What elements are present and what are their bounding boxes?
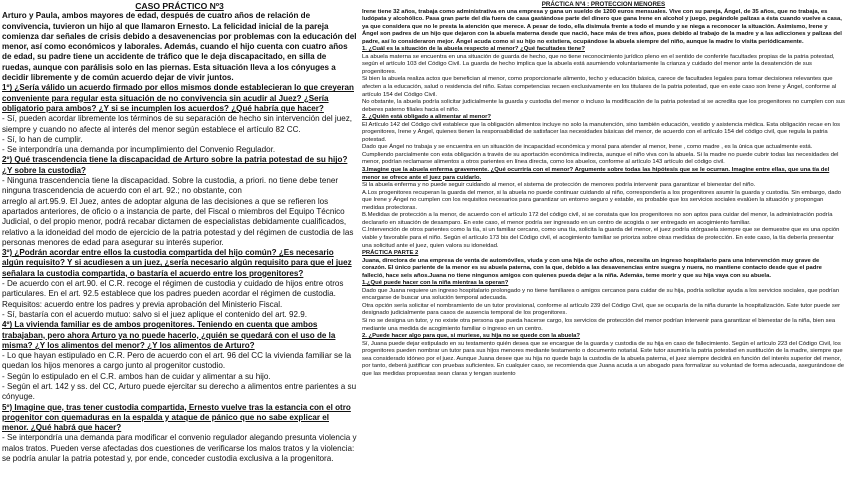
case-3-answer-3a: - De acuerdo con el art.90. el C.R. recoge el régimen de custodia y cuidado de hijos entre otros particulares. En el art. 92.5 establece que los padres pueden acordar el régimen de custodia. Requisitos: acuerdo entre los padres y previa aprobación del Ministerio Fiscal.	[2, 279, 344, 309]
practice-4-part-1-paragraph: Si la abuela enferma y no puede seguir cuidando al menor, el sistema de protección de menores podría intervenir para garantizar el bienestar del niño.	[362, 182, 756, 189]
practice-4-part-1	[362, 46, 845, 250]
practice-4-part-1-paragraph: Dado que Ángel no trabaja y se encuentra en un situación de incapacidad económica y moral para atender al menor, Irene , como madre , es la única que actualmente está. Cumpliendo parcialmente con esta obligación a través de su aportación económica indirecta, aunque el niño viva con la abuela. Si la madre no puede cubrir todas las necesidades del menor, podrían reclamarse alimentos a otros parientes en línea directa, como los abuelos, conforme al artículo 143 artículo del código civil.	[362, 144, 839, 166]
practice-4-part-1-paragraph: Si bien la abuela realiza actos que benefician al menor, como proporcionarle alimento, techo y educación básica, carece de facultades legales para tomar decisiones relevantes que afecten a la educación, salud o residencia del niño. Estas competencias recaen exclusivamente en los titulares de la patria potestad, que en este caso son Irene y Ángel, conforme al artículo 154 del Código Civil.	[362, 76, 837, 98]
practice-4-part-2-intro: Juana, directora de una empresa de venta de automóviles, viuda y con una hija de ocho años, necesita un ingreso hospitalario para una intervención muy grave de corazón. El único pariente de la menor es su abuela paterna, con la que, debido a las desavenencias entre suegra y nuera, no mantiene contacto desde que el padre falleció, hace seis años.Juana no tiene ningunos amigos con quienes pueda dejar a la niña. Además, teme morir y que su hija vaya con su abuela.	[362, 257, 822, 279]
practice-4-part-1-question: 2. ¿Quién está obligado a alimentar al menor?	[362, 114, 491, 121]
case-3-answer-2b: arreglo al art.95.9. El Juez, antes de adoptar alguna de las decisiones a que se refieren los apartados anteriores, de oficio o a instancia de parte, del Fiscal o miembros del Equipo Técnico Judicial, o del propio menor, podrá recabar dictamen de especialistas debidamente cualificados, relativo a la idoneidad del modo de ejercicio de la patria potestad y del régimen de custodia de las personas menores de edad para asegurar su interés superior.	[2, 196, 354, 247]
practice-4-intro: Irene tiene 32 años, trabaja como administrativa en una empresa y gana un sueldo de 1200 euros mensuales. Vive con su pareja, Ángel, de 35 años, que no trabaja, es ludópata y alcohólico. Pasa gran parte del día fuera de casa gastándose parte del dinero que gana Irene en alcohol y juego, pegándole palizas a ésta cuando vuelve a casa, ya que considera que no le presta la atención que merece. A pesar de todo, ella disimula frente a todo el mundo y se niega a reconocer la situación. Asimismo, Irene y Ángel son padres de un hijo que dejaron con la abuela materna desde que nació, hace más de tres años, pues debido al trabajo de la madre y a las adicciones y palizas del padre, así lo consideraron mejor. Ángel acuda como si su hijo no existiera, ocupándose la abuela siempre del niño, aunque la madre lo visita periódicamente.	[362, 8, 842, 45]
practice-4-part-1-paragraph: C.Intervención de otros parientes como la tía, si un familiar cercano, como una tía, solicita la guarda del menor, el juez podría otórgasela siempre que se demuestre que es una opción viable y favorable para el niño. Según el artículo 173 bis del Código civil, el acogimiento familiar se prioriza sobre otras medidas de protección. En este caso, la tía debería presentar una solicitud ante el juez, quien valora su idoneidad.	[362, 227, 840, 249]
case-3-question-1: 1º) ¿Sería válido un acuerdo firmado por ellos mismos donde establecieran lo que creyeran conveniente para regular esta situación de no convivencia sin acudir al Juez? ¿Sería obligatorio para ambos? ¿Y si se incumplen los acuerdos? ¿Qué habría que hacer?	[2, 83, 354, 113]
practice-4-part-1-question: 1. ¿Cuál es la situación de la abuela respecto al menor? ¿Qué facultades tiene?	[362, 46, 585, 53]
practice-4-part-2-question: 1.¿Qué puede hacer con la niña mientras la operan?	[362, 280, 509, 287]
practice-4-title: PRÁCTICA Nº4 : PROTECCION MENORES	[541, 1, 666, 8]
case-3-column	[0, 0, 360, 477]
case-3-intro: Arturo y Paula, ambos mayores de edad, después de cuatro años de relación de convivencia, tuvieron un hijo al que llamaron Ernesto. La felicidad inicial de la pareja comienza dar señales de crisis debido a desavenencias por problemas con la educación del menor, así como económicos y laborales. Además, cuando el hijo cuenta con cuatro años de edad, su padre tiene un accidente de tráfico que le deja discapacitado, en silla de ruedas, aunque con parálisis solo en las piernas. Esta situación lleva a los cónyuges a decidir libremente y de común acuerdo dejar de vivir juntos.	[2, 11, 357, 83]
case-3-title: CASO PRÁCTICO Nº3	[135, 1, 224, 11]
case-3-answer-4a: - Lo que hayan estipulado en C.R. Pero de acuerdo con el art. 96 del CC la vivienda familiar se la quedan los hijos menores a cargo junto al progenitor custodio.	[2, 351, 352, 371]
practice-4-part-2-paragraph: Dado que Juana requiere un ingreso hospitalario prolongado y no tiene familiares o amigos cercanos para cuidar de su hija, podría solicitar ayuda a los servicios sociales, que podrían encargarse de buscar una solución temporal adecuada.	[362, 287, 840, 302]
case-3-answer-1b: - Sí, lo han de cumplir.	[2, 134, 83, 144]
practice-4-part-1-paragraph: B.Medidas de protección a la menor, de acuerdo con el artículo 172 del código civil, si se constata que los progenitores no son aptos para cuidar del menor, la administración podría declararlo en situación de desamparo. En este caso, el menor podría ser ingresado en un centro de acogida o ser entregado en acogimiento familiar.	[362, 212, 833, 226]
case-3-question-3: 3º) ¿Podrán acordar entre ellos la custodia compartida del hijo común? ¿Es necesario algún requisito? Y si acudiesen a un juez, ¿sería necesario algún requisito para que el juez señalara la custodia compartida, o bastaría el acuerdo entre los progenitores?	[2, 248, 352, 278]
practice-4-part-2-paragraph: Otra opción sería solicitar el nombramiento de un tutor provisional, conforme al artículo 239 del Código Civil, que se ocuparía de la niña durante la hospitalización. Este tutor puede ser designado judicialmente para casos de ausencia temporal de los progenitores.	[362, 302, 841, 317]
practice-4-part-1-paragraph: A.Los progenitores recuperan la guarda del menor, si la abuela no puede continuar cuidando al niño, correspondería a los progenitores asumir la guarda y custodia. Sin embargo, dado que Irene y Ángel no cumplen con los requisitos necesarios para garantizar un entorno seguro y estable, es probable que los servicios sociales evalúen la situación y propongan medidas protectoras.	[362, 189, 842, 211]
case-3-answer-3b: - Sí, bastaría con el acuerdo mutuo: salvo si el juez aplique el contenido del art. 92.9.	[2, 309, 308, 319]
case-3-answer-2a: - Ninguna trascendencia tiene la discapacidad. Sobre la custodia, a priori. no tiene debe tener ninguna trascendencia de acuerdo con el art. 92.; no obstante, con	[2, 176, 339, 196]
practice-4-part-1-paragraph: No obstante, la abuela podría solicitar judicialmente la guarda y custodia del menor o incluso la modificación de la patria potestad si se acredita que los progenitores no cumplen con sus deberes paterno filiales hacia el niño.	[362, 99, 845, 113]
practice-4-column	[360, 0, 848, 477]
practice-4-part-2-paragraph: Si no se designa un tutor, y no existe otra persona que pueda hacerse cargo, los servicios de protección del menor podrían intervenir para garantizar el bienestar de la niña, bien sea mediante una medida de acogimiento familiar o ingreso en un centro.	[362, 317, 836, 332]
practice-4-part-1-paragraph: La abuela materna se encuentra en una situación de guarda de hecho, que no tiene reconocimiento jurídico pleno en el sentido de conferirle facultades propias de la patria potestad, según el artículo 103 del Código Civil. La guarda de hecho implica que la abuela está asumiendo voluntariamente la crianza y cuidado del menor ante la desatención de sus progenitores.	[362, 53, 835, 75]
practice-4-part-1-question: 3.Imagine que la abuela enferma gravemente. ¿Qué ocurriría con el menor? Argumente sobre todas las hipótesis que se le ocurran. Imagine entre ellas, que una tía del menor se ofrece ante el juez para cuidarlo.	[362, 167, 830, 181]
case-3-answer-5a: - Se interpondría una demanda para modificar el convenio regulador alegando presunta violencia y malos tratos. Pueden verse afectadas dos cuestiones de verificarse los malos tratos y la violencia: se podría anular la patria potestad y, por ende, conceder custodia exclusiva a la progenitora.	[2, 433, 357, 464]
case-3-question-4: 4º) La vivienda familiar es de ambos progenitores. Teniendo en cuenta que ambos trabajaban, pero ahora Arturo ya no puede hacerlo, ¿quién se quedará con el uso de la misma? ¿Y los alimentos del menor? ¿Y los alimentos de Arturo?	[2, 320, 336, 350]
case-3-question-5: 5º) Imagine que, tras tener custodia compartida, Ernesto vuelve tras la estancia con el otro progenitor con quemaduras en la espalda y ataque de pánico que no sabe explicar el menor. ¿Qué habrá que hacer?	[2, 402, 351, 433]
practice-4-part-1-paragraph: El Artículo 142 del Código civil establece que la obligación alimentos incluye no solo la manutención, sino también educación, vestido y asistencia médica. Esta obligación recae en los progenitores, Irene y Ángel, quienes tienen la responsabilidad de satisfacer las necesidades básicas del menor, de acuerdo con el artículo 154 del código civil, que regula la patria potestad.	[362, 121, 841, 143]
practice-4-part-2	[362, 280, 845, 378]
practice-4-part-2-heading: PRÁCTICA PARTE 2	[362, 250, 419, 257]
case-3-question-2: 2º) Qué trascendencia tiene la discapacidad de Arturo sobre la patria potestad de su hijo? ¿Y sobre la custodia?	[2, 155, 348, 175]
case-3-answer-1a: - Sí, pueden acordar libremente los términos de su separación de hecho sin intervención del juez, siempre y cuando no afecte al interés del menor según establece el artículo 82 CC.	[2, 114, 353, 134]
practice-4-part-2-question: 2. ¿Puede hacer algo para que, si muriese, su hija no se quede con la abuela?	[362, 333, 581, 340]
case-3-answer-1c: - Se interpondría una demanda por incumplimiento del Convenio Regulador.	[2, 145, 276, 155]
case-3-answer-4c: - Según el art. 142 y ss. del CC, Arturo puede ejercitar su derecho a alimentos entre parientes a su cónyuge.	[2, 381, 357, 402]
case-3-answer-4b: - Según lo estipulado en el C.R. ambos han de cuidar y alimentar a su hijo.	[2, 371, 271, 381]
practice-4-part-2-paragraph: Sí, Juana puede dejar estipulado en su testamento quién desea que se encargue de la guarda y custodia de su hija en caso de fallecimiento. Según el artículo 223 del Código Civil, los progenitores pueden nombrar un tutor para sus hijos menores mediante testamento o documento notarial. Este tutor asumiría la patria potestad en sustitución de la madre, siempre que sea considerado idóneo por el juez. Aunque Juana desee que su hija no quede bajo la custodia de la abuela paterna, el juez siempre decidirá en función del interés superior del menor, por tanto, deberá justificar con pruebas suficientes. En cualquier caso, se recomienda que Juana acuda a un abogado para formalizar su voluntad de forma adecuada, asegurándose de que las medidas propuestas sean claras y tengan sustento	[362, 340, 845, 377]
